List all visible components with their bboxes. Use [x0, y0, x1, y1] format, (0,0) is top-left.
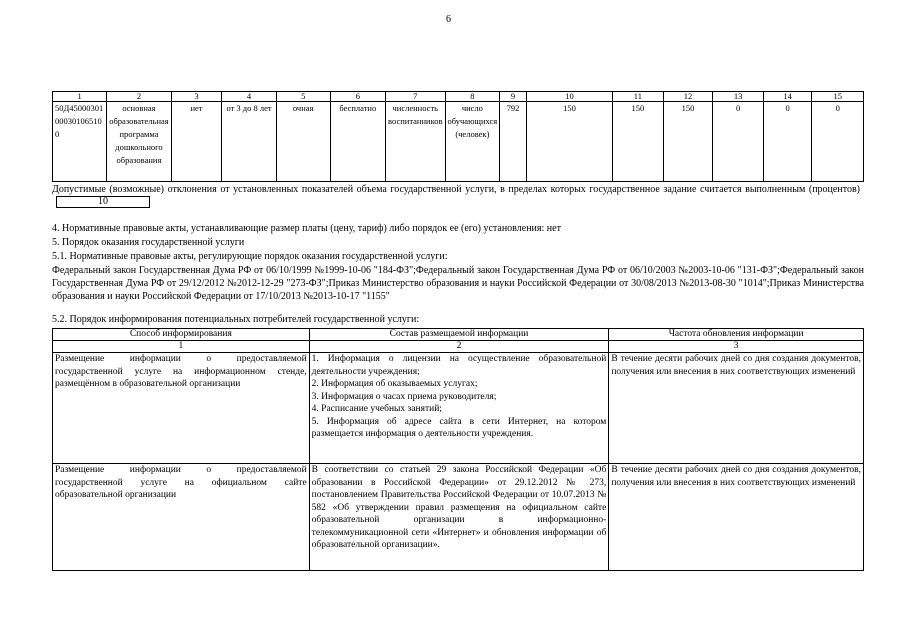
- table-cell: 0: [713, 102, 763, 182]
- table-cell: число обучающихся (человек): [445, 102, 500, 182]
- header-cell: 3: [171, 92, 222, 102]
- column-header-content: Состав размещаемой информации: [309, 329, 609, 341]
- section-5: 5. Порядок оказания государственной услуги: [52, 237, 245, 248]
- section-5-2: 5.2. Порядок информирования потенциальных потребителей государственной услуги:: [52, 314, 420, 325]
- registry-number-cell: 50Д45000301000301065100: [53, 102, 107, 182]
- informing-table: [52, 328, 864, 571]
- header-cell: 6: [330, 92, 385, 102]
- table-cell: от 3 до 8 лет: [222, 102, 276, 182]
- table-cell: 150: [526, 102, 612, 182]
- allowed-deviation-text: Допустимые (возможные) отклонения от установленных показателей объема государственной услуги, в пределах которых государственное задание считается выполненным (процентов): [52, 184, 860, 195]
- method-cell: Размещение информации о предоставляемой государственной услуге на официальном сайте образовательной организации: [53, 464, 310, 571]
- header-cell: 1: [53, 92, 107, 102]
- header-cell: 9: [500, 92, 527, 102]
- frequency-cell: В течение десяти рабочих дней со дня создания документов, получения или внесения в них соответствующих изменений: [609, 464, 864, 571]
- table-cell: численность воспитанников: [386, 102, 445, 182]
- table-cell: очная: [276, 102, 330, 182]
- column-number: 1: [53, 341, 310, 353]
- column-header-method: Способ информирования: [53, 329, 310, 341]
- column-number: 3: [609, 341, 864, 353]
- content-cell: [309, 353, 609, 464]
- header-cell: 14: [763, 92, 812, 102]
- header-cell: 12: [663, 92, 713, 102]
- section-4: 4. Нормативные правовые акты, устанавливающие размер платы (цену, тариф) либо порядок ее (его) установления: нет: [52, 223, 561, 234]
- column-number: 2: [309, 341, 609, 353]
- deviation-value-box: 10: [56, 196, 150, 208]
- table-cell: 150: [663, 102, 713, 182]
- content-cell: В соответствии со статьей 29 закона Российской Федерации «Об образовании в Российской Федерации» от 29.12.2012 № 273, постановлением Правительства Российской Федерации от 10.07.2013 № 582 «Об утверждении правил размещения на официальном сайте образовательной организации в информационно-телекоммуникационной сети «Интернет» и обновления информации об образовательной организации».: [309, 464, 609, 571]
- header-cell: 13: [713, 92, 763, 102]
- content-item: 4. Расписание учебных занятий;: [311, 404, 442, 414]
- header-cell: 4: [222, 92, 276, 102]
- table-cell: 0: [812, 102, 864, 182]
- header-cell: 5: [276, 92, 330, 102]
- content-item: 1. Информация о лицензии на осуществление образовательной деятельности учреждения;: [311, 354, 607, 377]
- header-cell: 15: [812, 92, 864, 102]
- column-header-frequency: Частота обновления информации: [609, 329, 864, 341]
- table-cell: нет: [171, 102, 222, 182]
- content-item: 3. Информация о часах приема руководителя;: [311, 391, 497, 402]
- volume-indicators-table: [52, 91, 864, 182]
- method-cell: Размещение информации о предоставляемой государственной услуге на информационном стенде, размещённом в образовательной организации: [53, 353, 310, 464]
- table-cell: бесплатно: [330, 102, 385, 182]
- section-5-1-text: Федеральный закон Государственная Дума РФ от 06/10/1999 №1999-10-06 "184-ФЗ";Федеральный закон Государственная Дума РФ от 06/10/2003 №2003-10-06 "131-ФЗ";Федеральный закон Государственная Дума РФ от 29/12/2012 №2012-12-29 "273-ФЗ";Приказ Министерство образования и науки Российской Федерации от 30/08/2013 №2013-08-30 "1014";Приказ Министерства образования и науки Российской Федерации от 17/10/2013 №2013-10-17 "1155": [52, 265, 864, 302]
- header-cell: 2: [107, 92, 171, 102]
- page-number: 6: [446, 14, 451, 25]
- program-cell: основная образовательная программа дошкольного образования: [107, 102, 171, 182]
- allowed-deviation: [52, 184, 860, 208]
- table-cell: 150: [613, 102, 664, 182]
- table-cell: 0: [763, 102, 812, 182]
- header-cell: 11: [613, 92, 664, 102]
- content-item: 2. Информация об оказываемых услугах;: [311, 379, 478, 389]
- header-cell: 8: [445, 92, 500, 102]
- content-item: 5. Информация об адресе сайта в сети Интернет, на котором размещается информация о деятельности учреждения.: [311, 416, 607, 439]
- header-cell: 7: [386, 92, 445, 102]
- frequency-cell: В течение десяти рабочих дней со дня создания документов, получения или внесения в них соответствующих изменений: [609, 353, 864, 464]
- section-5-1: 5.1. Нормативные правовые акты, регулирующие порядок оказания государственной услуги:: [52, 251, 448, 262]
- header-cell: 10: [526, 92, 612, 102]
- table-cell: 792: [500, 102, 527, 182]
